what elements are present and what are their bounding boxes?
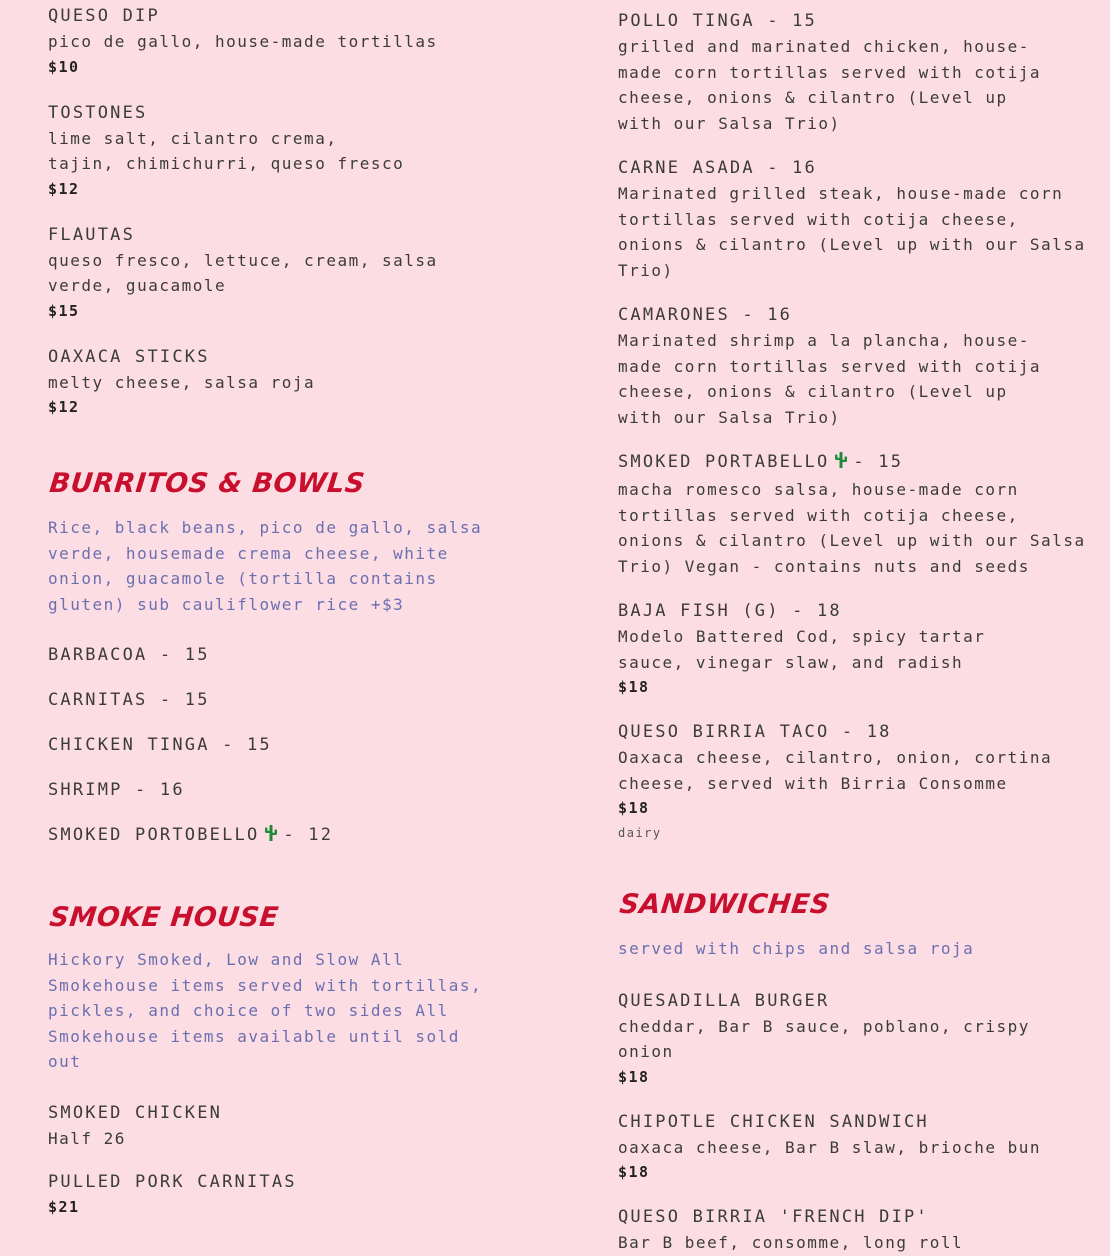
menu-item-carnitas: CARNITAS - 15	[48, 690, 210, 710]
item-name: CAMARONES - 16	[618, 305, 793, 325]
item-name: FLAUTAS	[48, 224, 136, 245]
menu-item-pollo-tinga	[618, 9, 1088, 136]
item-name: PULLED PORK CARNITAS	[48, 1172, 297, 1192]
menu-item-quesadilla-burger	[618, 989, 1088, 1090]
item-name: POLLO TINGA - 15	[618, 11, 817, 31]
item-description: oaxaca cheese, Bar B slaw, brioche bun	[618, 1137, 1042, 1157]
menu-item-carne-asada	[618, 156, 1088, 283]
item-description: lime salt, cilantro crema, tajin, chimichurri, queso fresco	[48, 128, 405, 173]
item-name-part: SMOKED PORTABELLO	[618, 452, 830, 472]
section-description: Rice, black beans, pico de gallo, salsa verde, housemade crema cheese, white onion, guacamole (tortilla contains gluten) sub cauliflower rice +$3	[48, 518, 483, 614]
item-name: TOSTONES	[48, 102, 148, 123]
right-column	[618, 0, 1088, 1256]
menu-item-shrimp: SHRIMP - 16	[48, 780, 185, 800]
item-description: Marinated shrimp a la plancha, house-made corn tortillas served with cotija cheese, onions & cilantro (Level up with our Salsa Trio)	[618, 331, 1042, 427]
section-burritos-bowls	[48, 468, 518, 850]
menu-item-chipotle-chicken-sandwich	[618, 1110, 1088, 1186]
menu-item-tostones	[48, 101, 518, 202]
menu-item-camarones	[618, 303, 1088, 430]
section-description: served with chips and salsa roja	[618, 939, 975, 958]
left-column	[48, 0, 518, 1220]
item-price: $12	[48, 398, 80, 416]
item-name-part: - 12	[283, 825, 334, 845]
item-description: melty cheese, salsa roja	[48, 372, 316, 392]
item-name: CARNE ASADA - 16	[618, 158, 817, 178]
item-description: pico de gallo, house-made tortillas	[48, 32, 438, 51]
item-description: Marinated grilled steak, house-made corn tortillas served with cotija cheese, onions & cilantro (Level up with our Salsa Trio)	[618, 184, 1086, 280]
section-title: BURRITOS & BOWLS	[48, 468, 367, 499]
item-description: Oaxaca cheese, cilantro, onion, cortina cheese, served with Birria Consomme	[618, 748, 1053, 793]
menu-item-chicken-tinga: CHICKEN TINGA - 15	[48, 735, 272, 755]
dietary-note: dairy	[618, 826, 662, 840]
item-price: $21	[48, 1198, 80, 1216]
item-name: QUESO BIRRIA 'FRENCH DIP'	[618, 1207, 929, 1227]
menu-item-smoked-chicken	[48, 1101, 518, 1152]
item-name: QUESO BIRRIA TACO - 18	[618, 722, 892, 742]
section-sandwiches	[618, 889, 1088, 1256]
item-price: $18	[618, 799, 650, 817]
section-smoke-house	[48, 902, 518, 1220]
menu-item-queso-birria-french-dip	[618, 1205, 1088, 1256]
item-description: queso fresco, lettuce, cream, salsa verde, guacamole	[48, 250, 438, 295]
item-price: $15	[48, 301, 80, 320]
section-title: SMOKE HOUSE	[48, 902, 281, 933]
menu-item-oaxaca-sticks	[48, 345, 518, 421]
item-name: BAJA FISH (G) - 18	[618, 601, 842, 621]
section-title: SANDWICHES	[618, 889, 832, 920]
menu-item-flautas	[48, 223, 518, 324]
item-price: $12	[48, 179, 80, 198]
item-description: Bar B beef, consomme, long roll	[618, 1233, 964, 1252]
item-name: QUESADILLA BURGER	[618, 990, 830, 1011]
section-description: Hickory Smoked, Low and Slow All Smokehouse items served with tortillas, pickles, and choice of two sides All Smokehouse items available until sold out	[48, 950, 483, 1071]
menu-item-queso-birria-taco	[618, 720, 1088, 843]
item-name-part: - 15	[853, 452, 904, 472]
item-price: $18	[618, 678, 650, 696]
cactus-icon	[833, 451, 849, 477]
item-name: OAXACA STICKS	[48, 346, 210, 367]
item-description: Half 26	[48, 1128, 126, 1148]
item-name-part: SMOKED PORTOBELLO	[48, 825, 260, 845]
menu-item-smoked-portobello	[48, 823, 518, 850]
menu-item-queso-dip	[48, 4, 518, 80]
item-description: cheddar, Bar B sauce, poblano, crispy onion	[618, 1016, 1030, 1061]
item-name	[618, 450, 1088, 477]
cactus-icon	[263, 824, 279, 850]
menu-item-barbacoa: BARBACOA - 15	[48, 645, 210, 665]
item-description: macha romesco salsa, house-made corn tortillas served with cotija cheese, onions & cilantro (Level up with our Salsa Trio) Vegan - contains nuts and seeds	[618, 480, 1086, 576]
item-price: $10	[48, 57, 80, 76]
item-name: CHIPOTLE CHICKEN SANDWICH	[618, 1111, 929, 1132]
menu-item-pulled-pork-carnitas	[48, 1170, 518, 1220]
item-name: QUESO DIP	[48, 6, 160, 26]
menu-item-smoked-portabello	[618, 450, 1088, 579]
item-price: $18	[618, 1163, 650, 1181]
item-description: grilled and marinated chicken, house-made corn tortillas served with cotija cheese, onions & cilantro (Level up with our Salsa Trio)	[618, 37, 1042, 133]
item-description: Modelo Battered Cod, spicy tartar sauce, vinegar slaw, and radish	[618, 627, 986, 672]
item-price: $18	[618, 1067, 650, 1086]
menu-item-baja-fish	[618, 599, 1088, 700]
item-name: SMOKED CHICKEN	[48, 1102, 223, 1123]
